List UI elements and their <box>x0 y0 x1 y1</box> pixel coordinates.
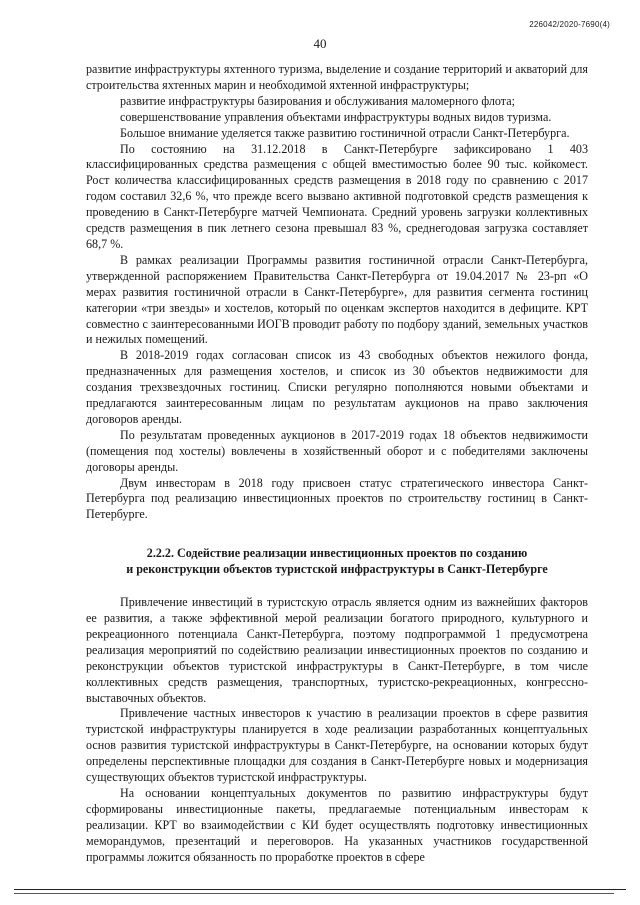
document-id: 226042/2020-7690(4) <box>529 20 610 29</box>
paragraph: развитие инфраструктуры яхтенного туризма, выделение и создание территорий и акваторий для строительства яхтенных марин и необходимой яхтенной инфраструктуры; <box>86 62 588 92</box>
section-heading-line-1: 2.2.2. Содействие реализации инвестиционных проектов по созданию <box>146 546 528 561</box>
paragraph: По результатам проведенных аукционов в 2017-2019 годах 18 объектов недвижимости (помещения под хостелы) вовлечены в хозяйственный оборот и с победителями заключены договоры аренды. <box>86 427 588 474</box>
page-number: 40 <box>313 36 327 51</box>
paragraph: В рамках реализации Программы развития гостиничной отрасли Санкт-Петербурга, утвержденной распоряжением Правительства Санкт-Петербурга от 19.04.2017 № 23-рп «О мерах развития гостиничной отрасли в Санкт-Петербурге», для развития сегмента гостиниц категории «три звезды» и хостелов, который по оценкам экспертов находится в дефиците. КРТ совместно с заинтересованными ИОГВ проводит работу по подбору зданий, земельных участков и нежилых помещений. <box>86 252 588 347</box>
bottom-divider-secondary <box>14 893 614 894</box>
bottom-divider <box>14 889 626 890</box>
section-heading <box>86 546 588 578</box>
page-content <box>86 62 588 866</box>
paragraph: На основании концептуальных документов по развитию инфраструктуры будут сформированы инвестиционные пакеты, предлагаемые потенциальным инвесторам к реализации. КРТ во взаимодействии с КИ будет осуществлять подготовку инвестиционных меморандумов, презентаций и переговоров. На указанных участников государственной программы ложится обязанность по проработке проектов в сфере <box>86 785 588 864</box>
paragraph: Привлечение инвестиций в туристскую отрасль является одним из важнейших факторов ее развития, а также эффективной мерой реализации богатого природного, культурного и рекреационного потенциала Санкт-Петербурга, поэтому подпрограммой 1 предусмотрена реализация мероприятий по содействию реализации инвестиционных проектов по созданию и реконструкции объектов туристской инфраструктуры в Санкт-Петербурге, в том числе коллективных средств размещения, транспортных, туристско-рекреационных, конгрессно-выставочных объектов. <box>86 595 588 705</box>
paragraph: Двум инвесторам в 2018 году присвоен статус стратегического инвестора Санкт-Петербурга под реализацию инвестиционных проектов по строительству гостиниц в Санкт-Петербурге. <box>86 475 588 522</box>
section-heading-line-2: и реконструкции объектов туристской инфраструктуры в Санкт-Петербурге <box>126 562 548 577</box>
paragraph: Привлечение частных инвесторов к участию в реализации проектов в сфере развития туристской инфраструктуры планируется в ходе реализации разработанных концептуальных основ развития туристской инфраструктуры в Санкт-Петербурге, на основании которых будут определены перспективные площадки для создания в Санкт-Петербурге новых и модернизация существующих объектов туристской инфраструктуры. <box>86 706 588 785</box>
paragraph: По состоянию на 31.12.2018 в Санкт-Петербурге зафиксировано 1 403 классифицированных средства размещения с общей вместимостью более 90 тыс. койкомест. Рост количества классифицированных средств размещения в 2018 году по сравнению с 2017 годом составил 32,6 %, что прежде всего вызвано активной подготовкой средств размещения к проведению в Санкт-Петербурге матчей Чемпионата. Средний уровень загрузки коллективных средств размещения в пик летнего сезона превышал 83 %, среднегодовая загрузка составляет 68,7 %. <box>86 141 588 251</box>
paragraph: Большое внимание уделяется также развитию гостиничной отрасли Санкт-Петербурга. <box>120 125 570 140</box>
paragraph: В 2018-2019 годах согласован список из 43 свободных объектов нежилого фонда, предназначенных для размещения хостелов, и список из 30 объектов недвижимости для создания трехзвездочных гостиниц. Списки регулярно пополняются новыми объектами и предлагаются заинтересованным лицам по результатам аукционов на право заключения договоров аренды. <box>86 348 588 426</box>
paragraph: совершенствование управления объектами инфраструктуры водных видов туризма. <box>120 109 552 124</box>
paragraph: развитие инфраструктуры базирования и обслуживания маломерного флота; <box>120 93 515 108</box>
